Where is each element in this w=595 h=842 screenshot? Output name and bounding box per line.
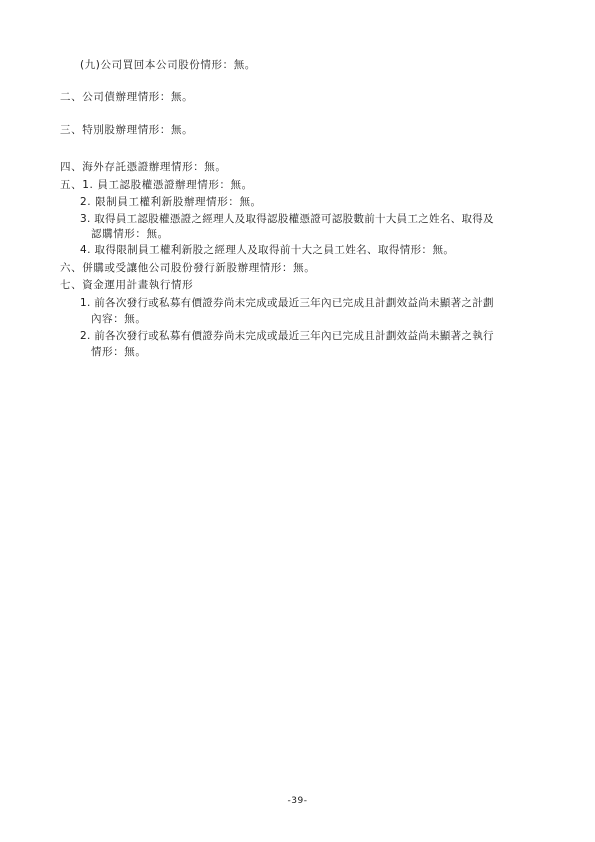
item-7-line-2a: 2. 前各次發行或私募有價證券尚未完成或最近三年內已完成且計劃效益尚未顯著之執行	[80, 330, 494, 342]
item-2-corporate-bonds: 二、公司債辦理情形：無。	[60, 91, 194, 103]
item-5-line-3a: 3. 取得員工認股權憑證之經理人及取得認股權憑證可認股數前十大員工之姓名、取得及	[80, 213, 494, 225]
item-7-line-2b: 情形：無。	[91, 346, 147, 358]
item-7-line-1a: 1. 前各次發行或私募有價證券尚未完成或最近三年內已完成且計劃效益尚未顯著之計劃	[80, 297, 494, 309]
item-3-preferred-stock: 三、特別股辦理情形：無。	[60, 124, 194, 136]
item-5-line-3b: 認購情形：無。	[91, 228, 169, 240]
item-5-line-1: 五、1. 員工認股權憑證辦理情形：無。	[60, 179, 253, 191]
page-number: -39-	[287, 796, 308, 806]
item-5-line-4: 4. 取得限制員工權利新股之經理人及取得前十大之員工姓名、取得情形：無。	[80, 244, 455, 256]
item-7-line-1b: 內容：無。	[91, 313, 147, 325]
item-7-heading: 七、資金運用計畫執行情形	[60, 279, 194, 291]
item-6-merger-shares: 六、併購或受讓他公司股份發行新股辦理情形：無。	[60, 262, 316, 274]
item-4-overseas-depositary: 四、海外存託憑證辦理情形：無。	[60, 161, 227, 173]
item-5-line-2: 2. 限制員工權利新股辦理情形：無。	[80, 196, 262, 208]
item-9-buyback: (九)公司買回本公司股份情形：無。	[80, 59, 256, 71]
